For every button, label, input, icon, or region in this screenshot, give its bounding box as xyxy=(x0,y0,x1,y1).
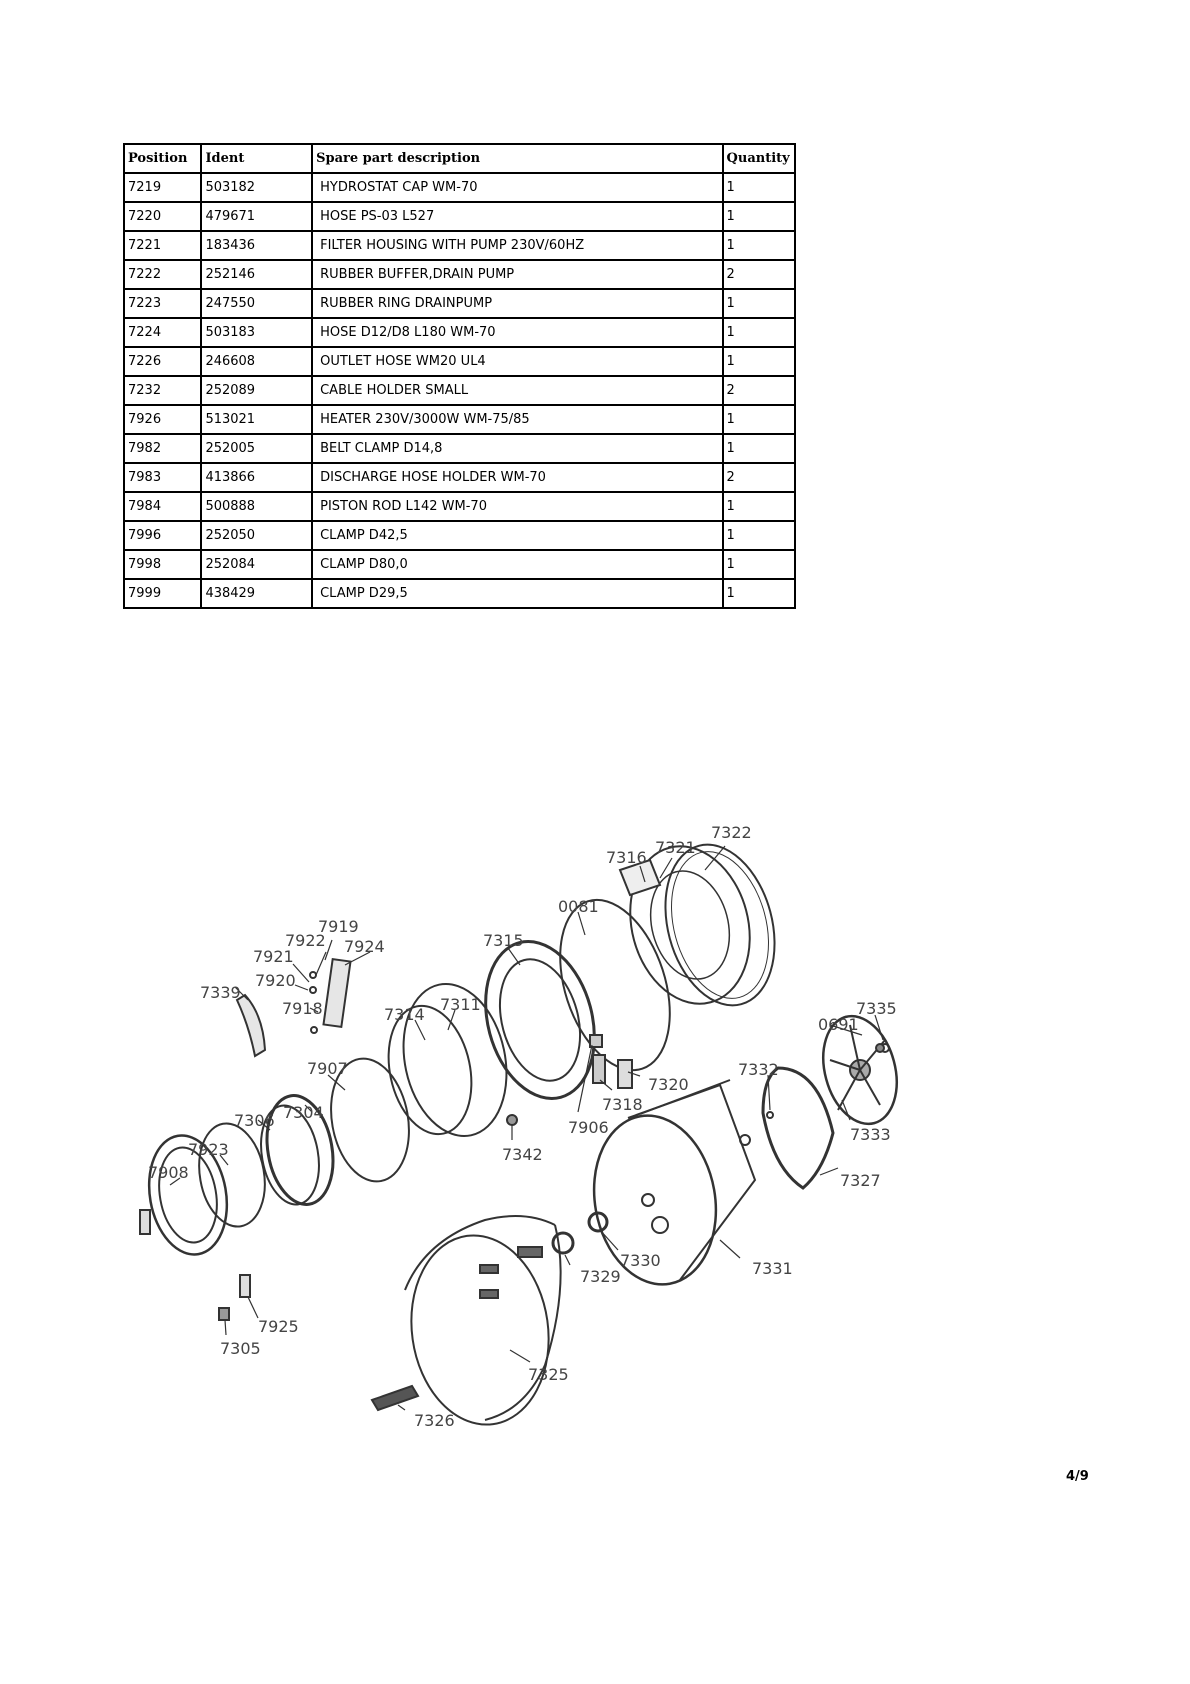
table-row xyxy=(124,550,795,579)
label-7304: 7304 xyxy=(283,1103,324,1122)
label-7329: 7329 xyxy=(580,1267,621,1286)
cell-position: 7926 xyxy=(124,405,201,434)
cell-position: 7232 xyxy=(124,376,201,405)
cell-description: DISCHARGE HOSE HOLDER WM-70 xyxy=(312,463,722,492)
cell-description: RUBBER BUFFER,DRAIN PUMP xyxy=(312,260,722,289)
cell-ident: 252005 xyxy=(201,434,312,463)
table-row xyxy=(124,434,795,463)
spare-parts-table xyxy=(123,143,796,609)
cell-position: 7224 xyxy=(124,318,201,347)
cell-description: FILTER HOUSING WITH PUMP 230V/60HZ xyxy=(312,231,722,260)
label-7908: 7908 xyxy=(148,1163,189,1182)
table-row xyxy=(124,492,795,521)
cell-position: 7221 xyxy=(124,231,201,260)
table-row xyxy=(124,289,795,318)
label-7316: 7316 xyxy=(606,848,647,867)
part-7329 xyxy=(553,1233,573,1253)
table-row xyxy=(124,579,795,608)
part-7322 xyxy=(649,832,792,1017)
table-header-row xyxy=(124,144,795,173)
part-7924 xyxy=(323,959,350,1027)
label-7342: 7342 xyxy=(502,1145,543,1164)
cell-position: 7996 xyxy=(124,521,201,550)
cell-description: HEATER 230V/3000W WM-75/85 xyxy=(312,405,722,434)
cell-position: 7982 xyxy=(124,434,201,463)
label-7322: 7322 xyxy=(711,823,752,842)
header-ident: Ident xyxy=(201,144,312,173)
part-7305 xyxy=(219,1308,229,1320)
label-7318: 7318 xyxy=(602,1095,643,1114)
label-7306: 7306 xyxy=(234,1111,275,1130)
cell-ident: 252084 xyxy=(201,550,312,579)
label-7925: 7925 xyxy=(258,1317,299,1336)
label-0081: 0081 xyxy=(558,897,599,916)
label-7331: 7331 xyxy=(752,1259,793,1278)
label-7305: 7305 xyxy=(220,1339,261,1358)
cell-position: 7999 xyxy=(124,579,201,608)
cell-position: 7223 xyxy=(124,289,201,318)
table-row xyxy=(124,376,795,405)
cell-description: HOSE PS-03 L527 xyxy=(312,202,722,231)
cell-ident: 183436 xyxy=(201,231,312,260)
cell-description: CLAMP D42,5 xyxy=(312,521,722,550)
label-7311: 7311 xyxy=(440,995,481,1014)
label-7922: 7922 xyxy=(285,931,326,950)
cell-quantity: 1 xyxy=(723,550,795,579)
table-row xyxy=(124,173,795,202)
part-7342 xyxy=(507,1115,517,1125)
table-row xyxy=(124,463,795,492)
label-7919: 7919 xyxy=(318,917,359,936)
cell-description: RUBBER RING DRAINPUMP xyxy=(312,289,722,318)
label-7906: 7906 xyxy=(568,1118,609,1137)
cell-description: CLAMP D80,0 xyxy=(312,550,722,579)
cell-description: OUTLET HOSE WM20 UL4 xyxy=(312,347,722,376)
label-0691: 0691 xyxy=(818,1015,859,1034)
cell-quantity: 2 xyxy=(723,463,795,492)
label-7314: 7314 xyxy=(384,1005,425,1024)
cell-position: 7983 xyxy=(124,463,201,492)
part-7923 xyxy=(191,1118,272,1232)
cell-ident: 252146 xyxy=(201,260,312,289)
cell-quantity: 1 xyxy=(723,173,795,202)
label-7330: 7330 xyxy=(620,1251,661,1270)
part-7335 xyxy=(876,1044,884,1052)
part-7318 xyxy=(593,1055,605,1083)
cell-position: 7222 xyxy=(124,260,201,289)
exploded-parts-diagram xyxy=(0,800,1190,1450)
cell-ident: 246608 xyxy=(201,347,312,376)
label-7315: 7315 xyxy=(483,931,524,950)
part-7339 xyxy=(237,995,265,1056)
cell-quantity: 1 xyxy=(723,434,795,463)
header-description: Spare part description xyxy=(312,144,722,173)
cell-description: PISTON ROD L142 WM-70 xyxy=(312,492,722,521)
cell-description: CABLE HOLDER SMALL xyxy=(312,376,722,405)
cell-quantity: 1 xyxy=(723,289,795,318)
cell-quantity: 2 xyxy=(723,260,795,289)
label-7920: 7920 xyxy=(255,971,296,990)
label-7339: 7339 xyxy=(200,983,241,1002)
table-row xyxy=(124,405,795,434)
cell-ident: 252050 xyxy=(201,521,312,550)
cell-position: 7226 xyxy=(124,347,201,376)
cell-ident: 503183 xyxy=(201,318,312,347)
cell-description: HYDROSTAT CAP WM-70 xyxy=(312,173,722,202)
label-7924: 7924 xyxy=(344,937,385,956)
part-7332 xyxy=(767,1112,773,1118)
cell-quantity: 1 xyxy=(723,521,795,550)
header-quantity: Quantity xyxy=(723,144,795,173)
part-7315 xyxy=(469,929,611,1110)
label-7918: 7918 xyxy=(282,999,323,1018)
cell-position: 7984 xyxy=(124,492,201,521)
label-7325: 7325 xyxy=(528,1365,569,1384)
cell-quantity: 1 xyxy=(723,202,795,231)
label-7921: 7921 xyxy=(253,947,294,966)
cell-position: 7998 xyxy=(124,550,201,579)
cell-quantity: 1 xyxy=(723,347,795,376)
label-7321: 7321 xyxy=(655,838,696,857)
label-7320: 7320 xyxy=(648,1075,689,1094)
cell-quantity: 1 xyxy=(723,405,795,434)
label-7333: 7333 xyxy=(850,1125,891,1144)
label-7923: 7923 xyxy=(188,1140,229,1159)
cell-position: 7219 xyxy=(124,173,201,202)
header-position: Position xyxy=(124,144,201,173)
cell-quantity: 1 xyxy=(723,579,795,608)
cell-position: 7220 xyxy=(124,202,201,231)
cell-ident: 479671 xyxy=(201,202,312,231)
table-row xyxy=(124,347,795,376)
label-7335: 7335 xyxy=(856,999,897,1018)
cell-description: CLAMP D29,5 xyxy=(312,579,722,608)
part-7327 xyxy=(763,1068,833,1188)
cell-description: BELT CLAMP D14,8 xyxy=(312,434,722,463)
table-row xyxy=(124,521,795,550)
part-7326 xyxy=(372,1386,418,1410)
cell-quantity: 1 xyxy=(723,231,795,260)
part-7925 xyxy=(240,1275,250,1297)
label-7326: 7326 xyxy=(414,1411,455,1430)
cell-quantity: 2 xyxy=(723,376,795,405)
table-row xyxy=(124,318,795,347)
page-number: 4/9 xyxy=(1066,1469,1089,1484)
table-row xyxy=(124,231,795,260)
cell-ident: 500888 xyxy=(201,492,312,521)
part-7320 xyxy=(618,1060,632,1088)
cell-ident: 438429 xyxy=(201,579,312,608)
cell-ident: 413866 xyxy=(201,463,312,492)
cell-ident: 513021 xyxy=(201,405,312,434)
label-7907: 7907 xyxy=(307,1059,348,1078)
table-row xyxy=(124,202,795,231)
label-7327: 7327 xyxy=(840,1171,881,1190)
cell-quantity: 1 xyxy=(723,318,795,347)
cell-quantity: 1 xyxy=(723,492,795,521)
cell-ident: 252089 xyxy=(201,376,312,405)
cell-ident: 503182 xyxy=(201,173,312,202)
table-row xyxy=(124,260,795,289)
cell-description: HOSE D12/D8 L180 WM-70 xyxy=(312,318,722,347)
label-7332: 7332 xyxy=(738,1060,779,1079)
cell-ident: 247550 xyxy=(201,289,312,318)
